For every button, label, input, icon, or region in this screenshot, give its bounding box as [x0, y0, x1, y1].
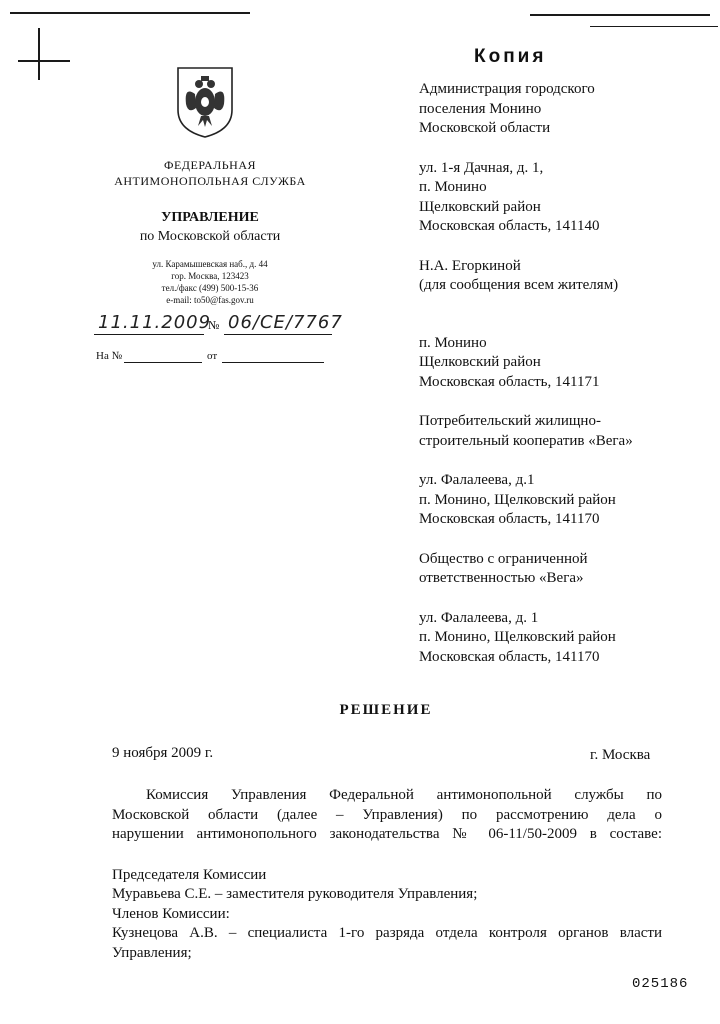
department-title: УПРАВЛЕНИЕ: [161, 210, 259, 225]
decision-paragraph-line: нарушении антимонопольного законодательства № 06-11/50-2009 в составе:: [112, 826, 662, 842]
recipient-line: п. Монино: [419, 334, 487, 351]
outgoing-date: 11.11.2009: [98, 312, 212, 333]
scan-mark-horizontal: [18, 60, 70, 62]
recipient-line: Московская область, 141171: [419, 373, 600, 390]
decision-paragraph-line: Московской области (далее – Управления) по рассмотрению дела о: [112, 806, 662, 823]
agency-phone-fax: тел./факс (499) 500-15-36: [161, 283, 259, 293]
commission-chair-name: Муравьева С.Е. – заместителя руководителя Управления;: [112, 886, 478, 902]
recipient-line: Щелковский район: [419, 198, 541, 215]
recipient-line: п. Монино, Щелковский район: [419, 491, 616, 508]
commission-member-line: Кузнецова А.В. – специалиста 1-го разряда отдела контроля органов власти: [112, 925, 662, 941]
recipient-5: [419, 412, 633, 451]
agency-email: e-mail: to50@fas.gov.ru: [166, 295, 254, 305]
reply-number-blank: [124, 362, 202, 363]
recipient-3: [419, 257, 633, 296]
outgoing-number-underline: [224, 334, 332, 335]
recipient-block: [419, 80, 633, 667]
recipient-line: Потребительский жилищно-: [419, 413, 601, 429]
recipient-line: Администрация городского: [419, 81, 595, 97]
reply-from-label: от: [207, 350, 218, 362]
recipient-line: ул. Фалалеева, д. 1: [419, 609, 539, 626]
agency-name-line1: ФЕДЕРАЛЬНАЯ: [164, 158, 256, 172]
commission-members-label: Членов Комиссии:: [112, 905, 230, 922]
scan-mark-vertical: [38, 28, 40, 80]
top-scan-line-right: [530, 14, 710, 16]
decision-title: РЕШЕНИЕ: [339, 702, 433, 718]
reply-number-label: На №: [96, 350, 123, 362]
department-region: по Московской области: [139, 229, 281, 244]
recipient-2: [419, 159, 633, 237]
recipient-1: [419, 80, 633, 139]
recipient-4: [419, 334, 633, 393]
outgoing-number: 06/СЕ/7767: [228, 312, 343, 333]
recipient-line: Щелковский район: [419, 354, 541, 370]
decision-body: [112, 786, 662, 963]
commission-chair-label: Председателя Комиссии: [112, 866, 267, 883]
top-scan-line-left: [10, 12, 250, 14]
document-serial-number: 025186: [632, 976, 689, 992]
agency-address-line2: гор. Москва, 123423: [171, 271, 249, 281]
recipient-6: [419, 471, 633, 530]
recipient-line: Н.А. Егоркиной: [419, 257, 521, 274]
agency-name-line2: АНТИМОНОПОЛЬНАЯ СЛУЖБА: [114, 174, 306, 188]
top-scan-line-right2: [590, 26, 718, 27]
outgoing-date-underline: [94, 334, 204, 335]
recipient-line: п. Монино, Щелковский район: [419, 629, 616, 645]
recipient-line: строительный кооператив «Вега»: [419, 432, 633, 449]
recipient-line: п. Монино: [419, 179, 487, 195]
decision-city: г. Москва: [590, 747, 651, 763]
recipient-line: Московская область, 141170: [419, 648, 600, 665]
decision-date: 9 ноября 2009 г.: [112, 745, 214, 761]
recipient-line: поселения Монино: [419, 100, 542, 117]
commission-member-line: Управления;: [112, 944, 192, 961]
recipient-8: [419, 609, 633, 668]
agency-address-line1: ул. Карамышевская наб., д. 44: [152, 259, 268, 269]
recipient-line: ответственностью «Вега»: [419, 570, 584, 586]
outgoing-number-label: №: [208, 318, 220, 332]
recipient-line: (для сообщения всем жителям): [419, 277, 619, 293]
recipient-line: Московская область, 141140: [419, 218, 600, 234]
recipient-line: Московской области: [419, 120, 551, 136]
reply-from-blank: [222, 362, 324, 363]
recipient-line: Общество с ограниченной: [419, 550, 588, 567]
russian-coat-of-arms-emblem: [174, 64, 236, 140]
decision-paragraph-line: Комиссия Управления Федеральной антимонопольной службы по: [146, 787, 662, 803]
recipient-line: ул. Фалалеева, д.1: [419, 472, 535, 488]
recipient-7: [419, 550, 633, 589]
copy-mark: Копия: [474, 46, 547, 67]
recipient-line: ул. 1-я Дачная, д. 1,: [419, 159, 544, 176]
recipient-line: Московская область, 141170: [419, 511, 600, 527]
